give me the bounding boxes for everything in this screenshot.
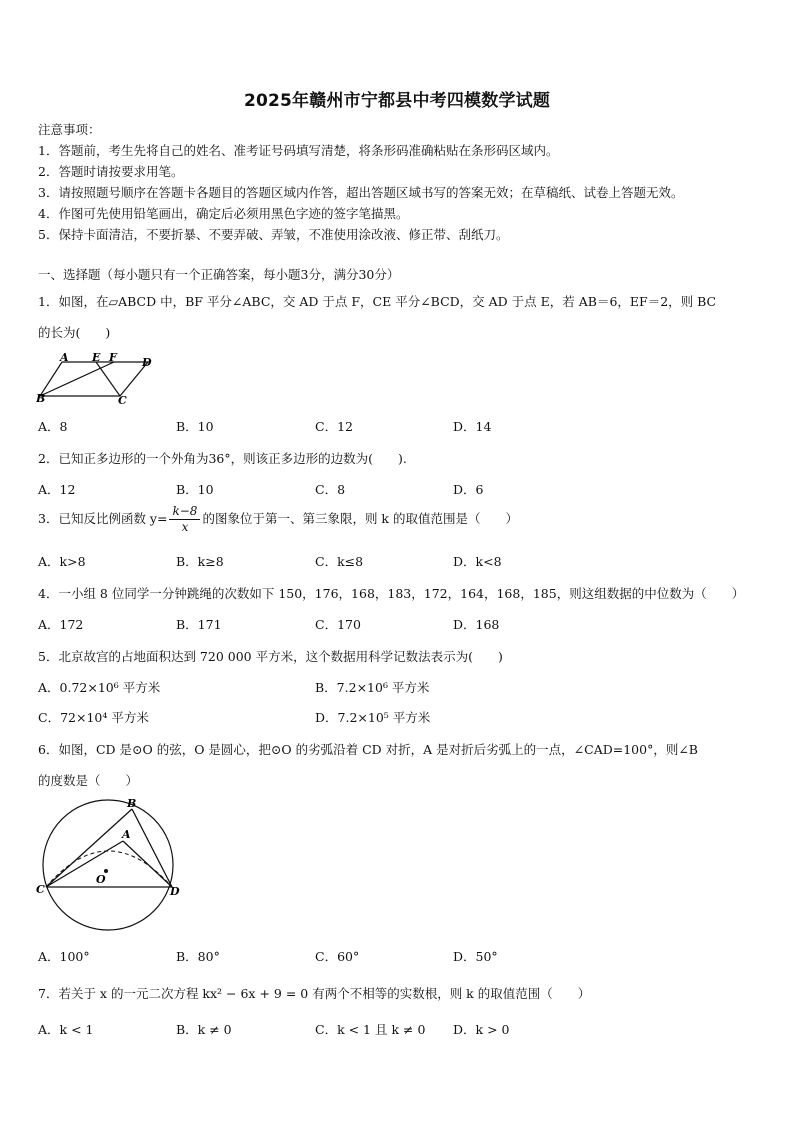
fig-label: D: [142, 356, 152, 369]
question-1-text-cont: 的长为( ): [38, 325, 111, 340]
question-3-post: 的图象位于第一、第三象限，则 k 的取值范围是（ ）: [202, 511, 518, 526]
notes-heading: 注意事项：: [38, 122, 101, 137]
fraction-numerator: k−8: [169, 504, 200, 520]
question-7-text: 7．若关于 x 的一元二次方程 kx² − 6x + 9 = 0 有两个不相等的实数根，则 k 的取值范围（ ）: [38, 986, 591, 1001]
fig-label: C: [36, 883, 45, 896]
option-a[interactable]: A．100°: [38, 949, 90, 964]
option-c[interactable]: C．170: [315, 617, 361, 632]
note-item: 3．请按照题号顺序在答题卡各题目的答题区域内作答，超出答题区域书写的答案无效；在草稿纸、试卷上答题无效。: [38, 185, 684, 200]
fig-label: A: [60, 351, 69, 364]
note-item: 4．作图可先使用铅笔画出，确定后必须用黑色字迹的签字笔描黑。: [38, 206, 409, 221]
question-4-text: 4．一小组 8 位同学一分钟跳绳的次数如下 150，176，168，183，172，164，168，185，则这组数据的中位数为（ ）: [38, 586, 745, 601]
fig-label: D: [170, 885, 180, 898]
question-6-text-cont: 的度数是（ ）: [38, 773, 139, 788]
option-a[interactable]: A．k < 1: [38, 1022, 94, 1037]
option-d[interactable]: D．k > 0: [453, 1022, 510, 1037]
fig-label: B: [36, 392, 46, 405]
section-heading: 一、选择题（每小题只有一个正确答案，每小题3分，满分30分）: [38, 267, 400, 282]
option-d[interactable]: D．168: [453, 617, 500, 632]
fig-label: E: [92, 351, 101, 364]
fig-label: B: [127, 797, 137, 810]
option-c[interactable]: C．8: [315, 482, 346, 497]
option-d[interactable]: D．14: [453, 419, 492, 434]
option-a[interactable]: A．k>8: [38, 554, 86, 569]
option-b[interactable]: B．171: [176, 617, 222, 632]
fig-label: A: [122, 828, 131, 841]
option-b[interactable]: B．10: [176, 419, 214, 434]
fig-label: F: [109, 351, 117, 364]
note-item: 1．答题前，考生先将自己的姓名、准考证号码填写清楚，将条形码准确粘贴在条形码区域内。: [38, 143, 559, 158]
note-item: 2．答题时请按要求用笔。: [38, 164, 184, 179]
option-b[interactable]: B．80°: [176, 949, 220, 964]
option-a[interactable]: A．12: [38, 482, 76, 497]
option-b[interactable]: B．10: [176, 482, 214, 497]
option-c[interactable]: C．60°: [315, 949, 360, 964]
option-c[interactable]: C．k < 1 且 k ≠ 0: [315, 1022, 426, 1037]
fig-label: O: [96, 873, 106, 886]
option-b[interactable]: B．7.2×10⁶ 平方米: [315, 680, 430, 695]
question-3-pre: 3．已知反比例函数 y=: [38, 511, 168, 526]
question-6-text: 6．如图，CD 是⊙O 的弦，O 是圆心，把⊙O 的劣弧沿着 CD 对折，A 是对折后劣弧上的一点，∠CAD=100°，则∠B: [38, 742, 698, 757]
option-d[interactable]: D．k<8: [453, 554, 502, 569]
option-c[interactable]: C．12: [315, 419, 353, 434]
question-2-text: 2．已知正多边形的一个外角为36°，则该正多边形的边数为( ).: [38, 451, 407, 466]
circle-figure: [34, 795, 184, 935]
fraction: [169, 504, 200, 535]
option-c[interactable]: C．k≤8: [315, 554, 364, 569]
option-d[interactable]: D．6: [453, 482, 484, 497]
option-a[interactable]: A．8: [38, 419, 68, 434]
parallelogram-figure: [36, 350, 156, 406]
question-1-text: 1．如图，在▱ABCD 中，BF 平分∠ABC，交 AD 于点 F，CE 平分∠BCD，交 AD 于点 E，若 AB＝6，EF＝2，则 BC: [38, 294, 717, 309]
option-d[interactable]: D．7.2×10⁵ 平方米: [315, 710, 431, 725]
fraction-denominator: x: [181, 520, 189, 534]
option-b[interactable]: B．k ≠ 0: [176, 1022, 232, 1037]
option-a[interactable]: A．0.72×10⁶ 平方米: [38, 680, 161, 695]
option-d[interactable]: D．50°: [453, 949, 498, 964]
option-c[interactable]: C．72×10⁴ 平方米: [38, 710, 149, 725]
question-5-text: 5．北京故宫的占地面积达到 720 000 平方米，这个数据用科学记数法表示为( ): [38, 649, 503, 664]
question-3-text: [38, 504, 518, 535]
note-item: 5．保持卡面清洁，不要折暴、不要弄破、弄皱，不准使用涂改液、修正带、刮纸刀。: [38, 227, 509, 242]
option-a[interactable]: A．172: [38, 617, 84, 632]
page-title: 2025年赣州市宁都县中考四模数学试题: [243, 91, 551, 111]
option-b[interactable]: B．k≥8: [176, 554, 224, 569]
fig-label: C: [118, 394, 127, 406]
